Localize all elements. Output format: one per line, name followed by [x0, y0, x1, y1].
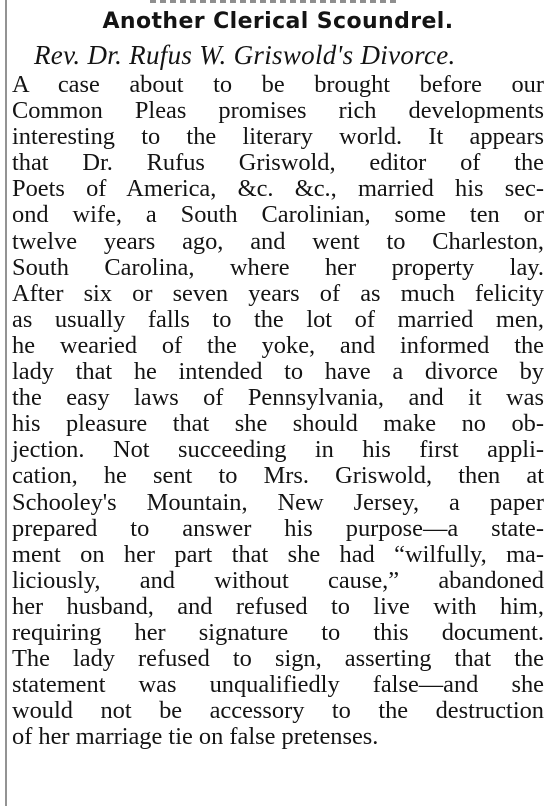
- article-line: A case about to be brought before our: [12, 71, 544, 98]
- top-column-rule: [150, 0, 400, 3]
- article-line: he wearied of the yoke, and informed the: [12, 331, 544, 359]
- newspaper-article: [12, 8, 544, 750]
- article-headline: Another Clerical Scoundrel.: [102, 9, 454, 34]
- article-line: that Dr. Rufus Griswold, editor of the: [12, 149, 544, 177]
- article-line: The lady refused to sign, asserting that the: [12, 645, 544, 673]
- article-line: Poets of America, &c. &c., married his sec-: [12, 175, 544, 203]
- article-line: as usually falls to the lot of married men,: [12, 305, 544, 333]
- article-line: Schooley's Mountain, New Jersey, a paper: [12, 488, 544, 516]
- article-line: Common Pleas promises rich developments: [12, 97, 544, 125]
- article-line: would not be accessory to the destruction: [12, 697, 544, 725]
- article-line: ment on her part that she had “wilfully, ma-: [12, 540, 544, 568]
- article-line: interesting to the literary world. It appears: [12, 123, 544, 151]
- article-line: ond wife, a South Carolinian, some ten or: [12, 201, 544, 229]
- article-line: her husband, and refused to live with him,: [12, 592, 544, 620]
- article-line: twelve years ago, and went to Charleston,: [12, 227, 544, 255]
- left-column-rule: [5, 0, 7, 806]
- article-line: of her marriage tie on false pretenses.: [12, 723, 379, 751]
- article-line: South Carolina, where her property lay.: [12, 253, 544, 281]
- article-line: requiring her signature to this document.: [12, 618, 544, 646]
- article-line: cation, he sent to Mrs. Griswold, then at: [12, 462, 544, 490]
- article-line: the easy laws of Pennsylvania, and it was: [12, 384, 544, 412]
- article-line: After six or seven years of as much felicity: [12, 279, 544, 307]
- article-line: jection. Not succeeding in his first appli-: [12, 436, 544, 464]
- article-line: his pleasure that she should make no ob-: [12, 410, 544, 438]
- article-line: lady that he intended to have a divorce by: [12, 358, 544, 386]
- article-line: liciously, and without cause,” abandoned: [12, 566, 544, 594]
- article-line: prepared to answer his purpose—a state-: [12, 514, 544, 542]
- article-subheadline: Rev. Dr. Rufus W. Griswold's Divorce.: [34, 40, 456, 70]
- article-line: statement was unqualifiedly false—and she: [12, 671, 544, 699]
- article-body: [12, 72, 544, 750]
